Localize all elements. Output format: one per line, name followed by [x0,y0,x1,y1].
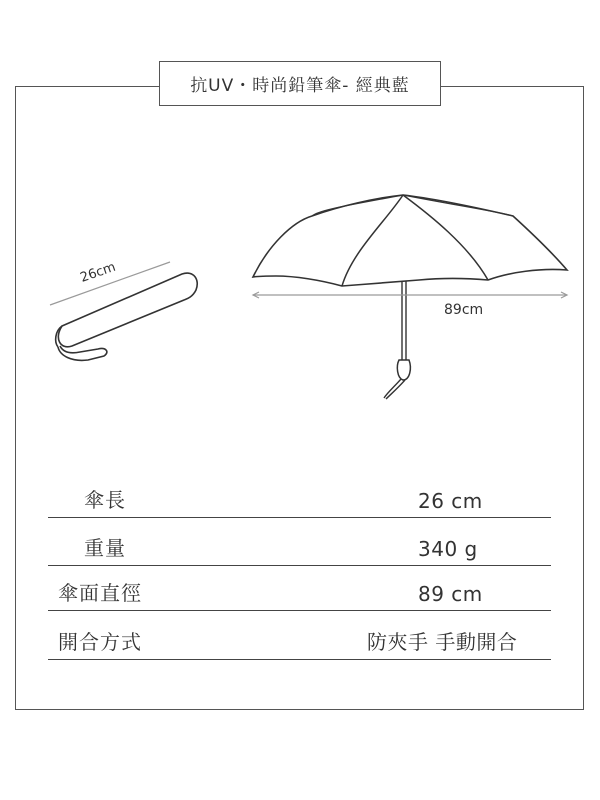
open-umbrella-handle-strap [384,379,405,399]
folded-umbrella-illustration [50,260,197,361]
open-umbrella-canopy [253,195,567,286]
spec-value-length: 26 cm [418,489,483,513]
spec-label-diameter: 傘面直徑 [58,581,142,605]
folded-umbrella-body [58,273,197,347]
folded-dimension-label: 26cm [78,259,118,286]
spec-divider [48,565,551,566]
spec-value-open-method: 防夾手 手動開合 [367,630,518,654]
spec-row-weight [48,526,551,566]
spec-label-weight: 重量 [84,536,126,560]
open-umbrella-illustration [253,195,567,399]
spec-divider [48,517,551,518]
spec-row-diameter [48,571,551,611]
spec-row-length [48,478,551,518]
open-dimension-label: 89cm [444,302,484,318]
product-title: 抗UV・時尚鉛筆傘- 經典藍 [190,76,410,96]
spec-value-weight: 340 g [418,537,478,561]
spec-label-length: 傘長 [84,488,126,512]
open-umbrella-handle [397,360,410,380]
open-umbrella-shaft [402,281,406,360]
spec-divider [48,659,551,660]
spec-label-open-method: 開合方式 [58,630,142,654]
spec-value-diameter: 89 cm [418,582,483,606]
spec-divider [48,610,551,611]
folded-umbrella-strap [58,346,107,360]
spec-row-open-method [48,620,551,660]
